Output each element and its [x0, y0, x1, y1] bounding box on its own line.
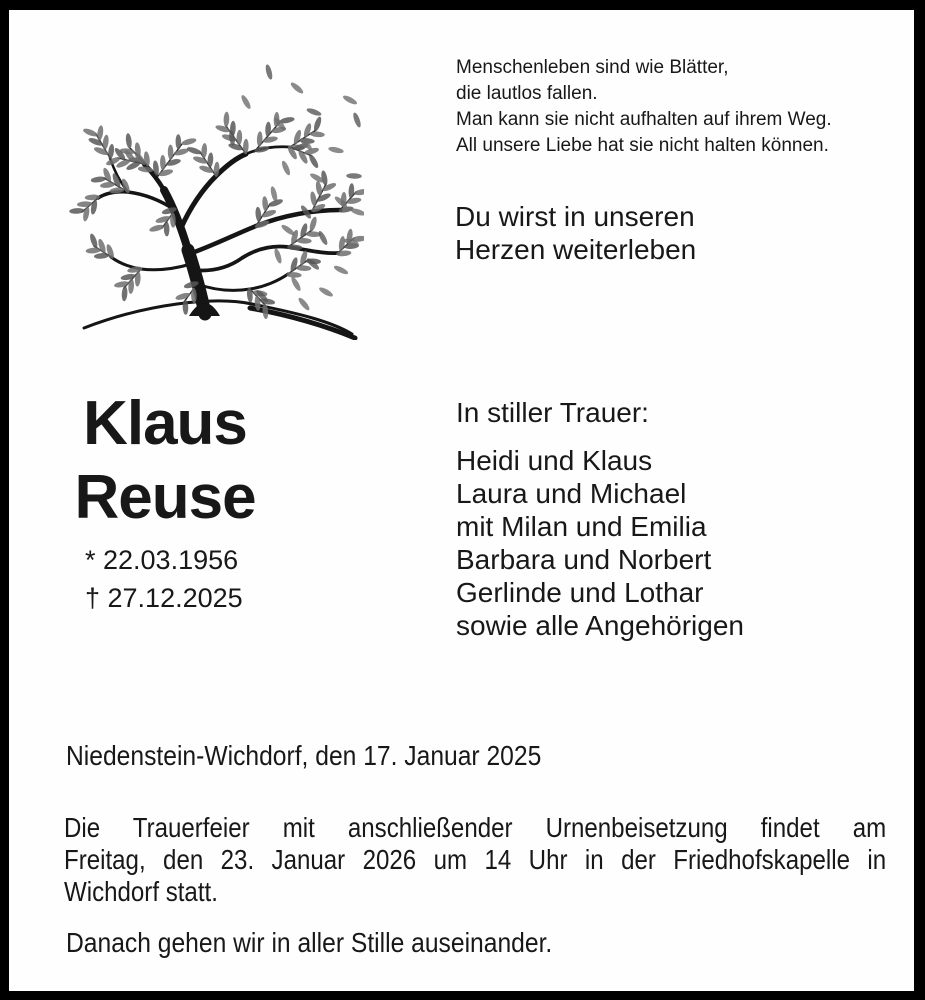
- verse-line: Herzen weiterleben: [455, 234, 697, 265]
- funeral-line: Freitag, den 23. Januar 2026 um 14 Uhr in der Friedhofskapelle in: [64, 844, 887, 875]
- verse-block: [455, 200, 696, 266]
- mourner-line: sowie alle Angehörigen: [456, 610, 744, 641]
- poem-block: [456, 55, 832, 159]
- mourners-list: [456, 444, 744, 642]
- life-dates-block: [85, 541, 243, 617]
- mourner-line: Heidi und Klaus: [456, 445, 653, 476]
- verse-line: Du wirst in unseren: [455, 201, 695, 232]
- mourner-line: Gerlinde und Lothar: [456, 577, 704, 608]
- poem-line: Menschenleben sind wie Blätter,: [456, 57, 729, 78]
- birth-date-line: * 22.03.1956: [85, 545, 239, 575]
- death-date-line: † 27.12.2025: [85, 583, 243, 613]
- windblown-tree-icon: [54, 58, 364, 340]
- mourner-line: Laura und Michael: [456, 478, 687, 509]
- funeral-line: Wichdorf statt.: [64, 876, 218, 907]
- poem-line: Man kann sie nicht aufhalten auf ihrem Weg.: [456, 109, 832, 130]
- dateline: Niedenstein-Wichdorf, den 17. Januar 2025: [66, 740, 542, 771]
- windblown-tree-illustration: [54, 58, 364, 340]
- poem-line: die lautlos fallen.: [456, 83, 598, 104]
- deceased-first-name: Klaus: [83, 389, 247, 458]
- closing-line: Danach gehen wir in aller Stille auseinander.: [66, 927, 553, 958]
- deceased-name-block: [55, 387, 275, 535]
- funeral-paragraph: [64, 812, 886, 908]
- mourner-line: Barbara und Norbert: [456, 544, 712, 575]
- deceased-last-name: Reuse: [74, 463, 256, 532]
- mourner-line: mit Milan und Emilia: [456, 511, 707, 542]
- funeral-line: Die Trauerfeier mit anschließender Urnenbeisetzung findet am: [64, 812, 887, 843]
- poem-line: All unsere Liebe hat sie nicht halten können.: [456, 135, 829, 156]
- mourning-heading: In stiller Trauer:: [456, 397, 649, 428]
